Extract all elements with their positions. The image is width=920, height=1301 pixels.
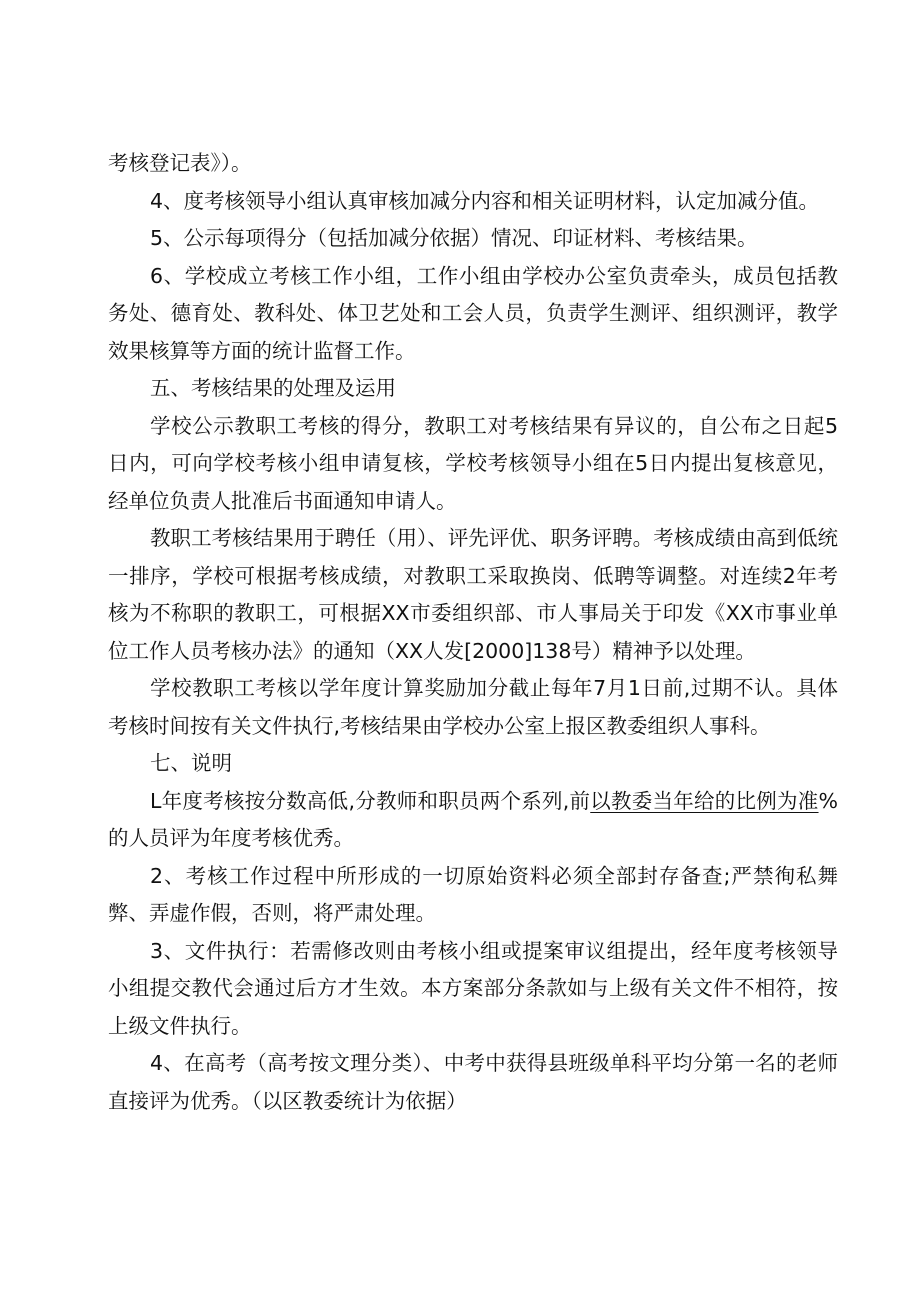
paragraph-continuation: 考核登记表》）。 — [108, 151, 252, 175]
section-heading-7: 七、说明 — [150, 751, 232, 775]
note-1-before: L年度考核按分数高低,分教师和职员两个系列,前 — [150, 788, 591, 813]
note-1-underlined: 以教委当年给的比例为准 — [590, 788, 819, 813]
document-page — [108, 145, 838, 1120]
paragraph-item-5: 5、公示每项得分（包括加减分依据）情况、印证材料、考核结果。 — [150, 226, 758, 250]
paragraph-results-usage: 教职工考核结果用于聘任（用）、评先评优、职务评聘。考核成绩由高到低统一排序，学校可根据考核成绩，对教职工采取换岗、低聘等调整。对连续2年考核为不称职的教职工，可根据XX市委组织部、市人事局关于印发《XX市事业单位工作人员考核办法》的通知（XX人发[2000]138号）精神予以处理。 — [108, 526, 838, 663]
paragraph-note-2: 2、考核工作过程中所形成的一切原始资料必须全部封存备查;严禁徇私舞弊、弄虚作假，否则，将严肃处理。 — [108, 863, 838, 925]
paragraph-note-3: 3、文件执行：若需修改则由考核小组或提案审议组提出，经年度考核领导小组提交教代会通过后方才生效。本方案部分条款如与上级有关文件不相符，按上级文件执行。 — [108, 938, 838, 1038]
paragraph-item-6: 6、学校成立考核工作小组，工作小组由学校办公室负责牵头，成员包括教务处、德育处、教科处、体卫艺处和工会人员，负责学生测评、组织测评，教学效果核算等方面的统计监督工作。 — [108, 263, 838, 363]
paragraph-note-4: 4、在高考（高考按文理分类）、中考中获得县班级单科平均分第一名的老师直接评为优秀。（以区教委统计为依据） — [108, 1051, 838, 1113]
note-1-after: %的人员评为年度考核优秀。 — [108, 788, 839, 850]
section-heading-5: 五、考核结果的处理及运用 — [150, 376, 396, 400]
paragraph-note-1 — [108, 783, 838, 858]
paragraph-bonus-deadline: 学校教职工考核以学年度计算奖励加分截止每年7月1日前,过期不认。具体考核时间按有关文件执行,考核结果由学校办公室上报区教委组织人事科。 — [108, 676, 838, 738]
paragraph-item-4: 4、度考核领导小组认真审核加减分内容和相关证明材料，认定加减分值。 — [150, 188, 820, 213]
paragraph-review: 学校公示教职工考核的得分，教职工对考核结果有异议的，自公布之日起5日内，可向学校考核小组申请复核，学校考核领导小组在5日内提出复核意见，经单位负责人批准后书面通知申请人。 — [108, 413, 838, 513]
